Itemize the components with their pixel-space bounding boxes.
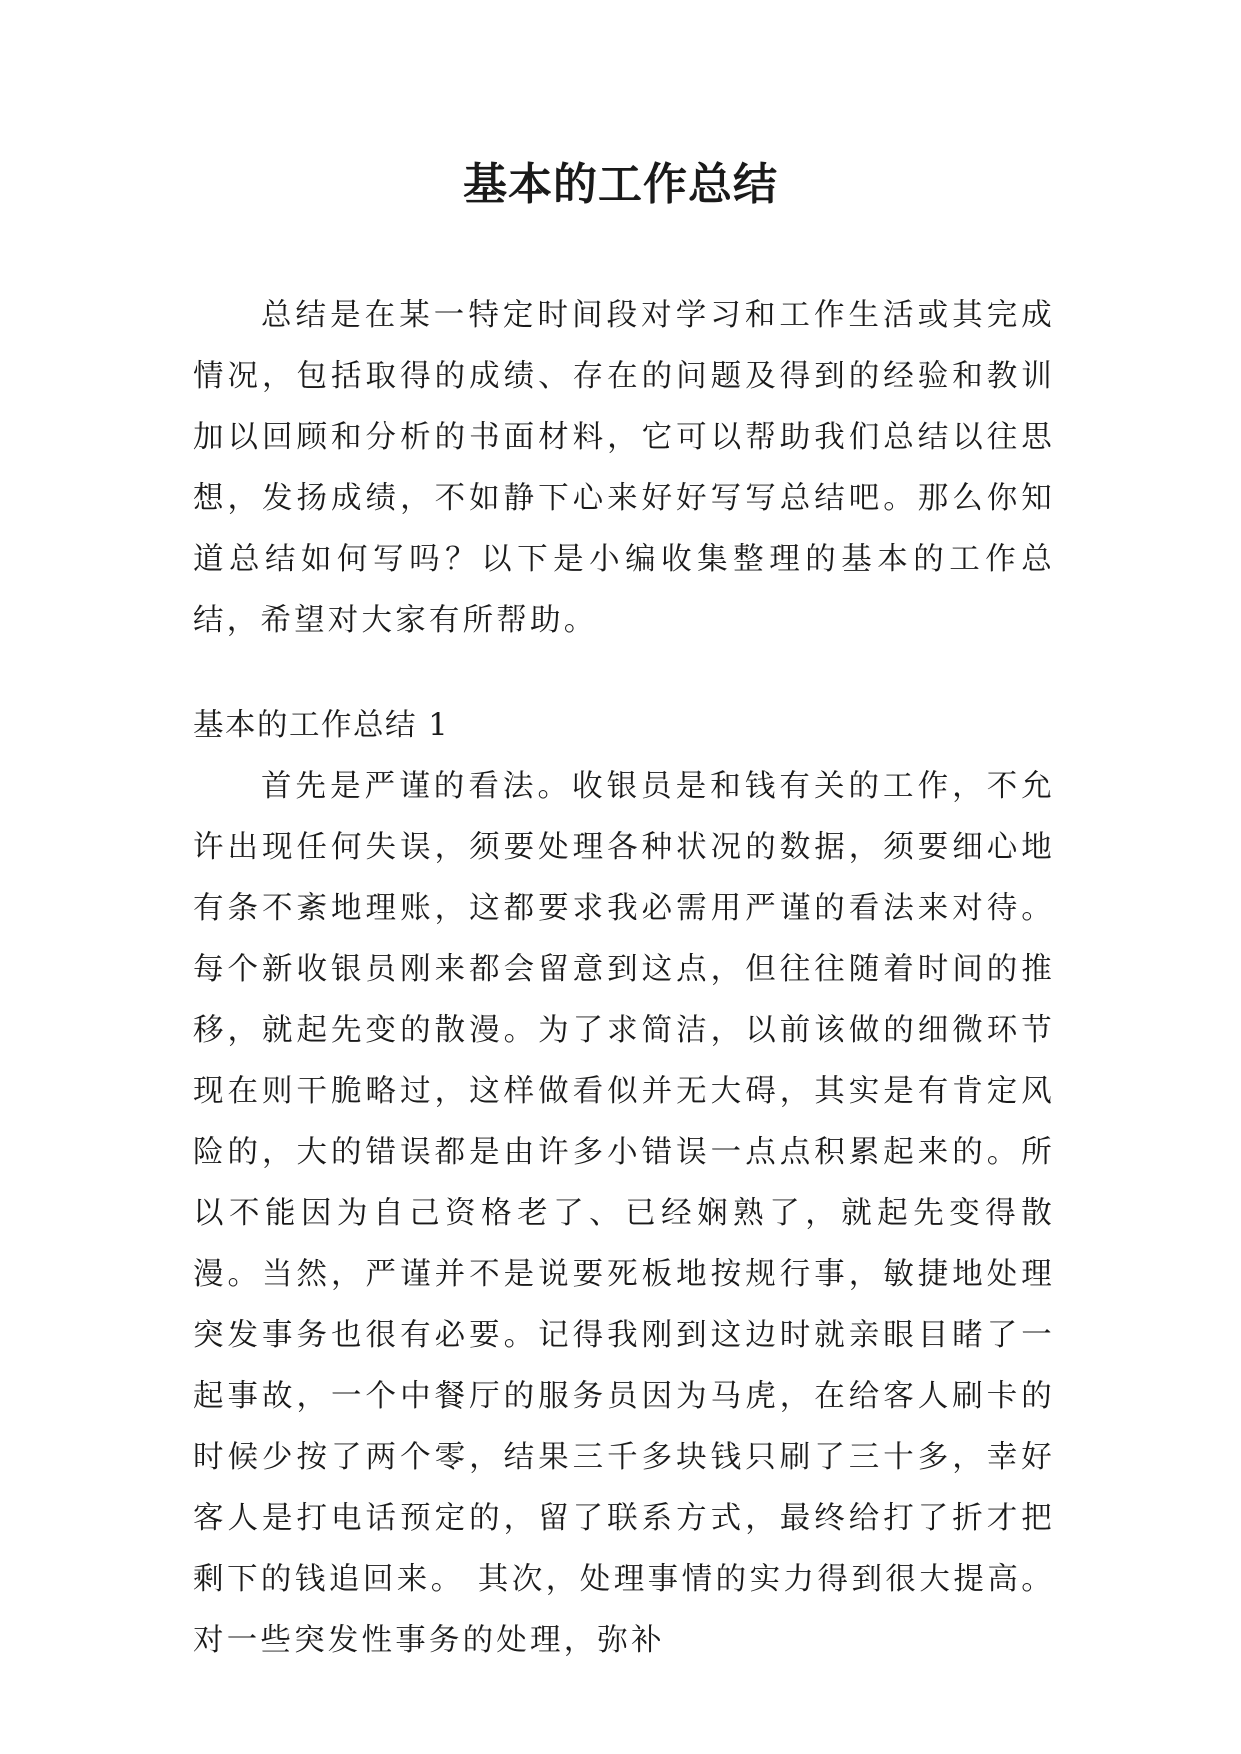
intro-paragraph: 总结是在某一特定时间段对学习和工作生活或其完成情况，包括取得的成绩、存在的问题及得到的经验和教训加以回顾和分析的书面材料，它可以帮助我们总结以往思想，发扬成绩，不如静下心来好好写写总结吧。那么你知道总结如何写吗？以下是小编收集整理的基本的工作总结，希望对大家有所帮助。 bbox=[193, 298, 1055, 638]
body-paragraph: 首先是严谨的看法。收银员是和钱有关的工作，不允许出现任何失误，须要处理各种状况的数据，须要细心地有条不紊地理账，这都要求我必需用严谨的看法来对待。每个新收银员刚来都会留意到这点，但往往随着时间的推移，就起先变的散漫。为了求简洁，以前该做的细微环节现在则干脆略过，这样做看似并无大碍，其实是有肯定风险的，大的错误都是由许多小错误一点点积累起来的。所以不能因为自己资格老了、已经娴熟了，就起先变得散漫。当然，严谨并不是说要死板地按规行事，敏捷地处理突发事务也很有必要。记得我刚到这边时就亲眼目睹了一起事故，一个中餐厅的服务员因为马虎，在给客人刷卡的时候少按了两个零，结果三千多块钱只刷了三十多，幸好客人是打电话预定的，留了联系方式，最终给打了折才把剩下的钱追回来。 其次，处理事情的实力得到很大提高。对一些突发性事务的处理，弥补 bbox=[193, 769, 1055, 1658]
document-title: 基本的工作总结 bbox=[463, 159, 778, 210]
section-heading: 基本的工作总结 1 bbox=[193, 708, 450, 743]
